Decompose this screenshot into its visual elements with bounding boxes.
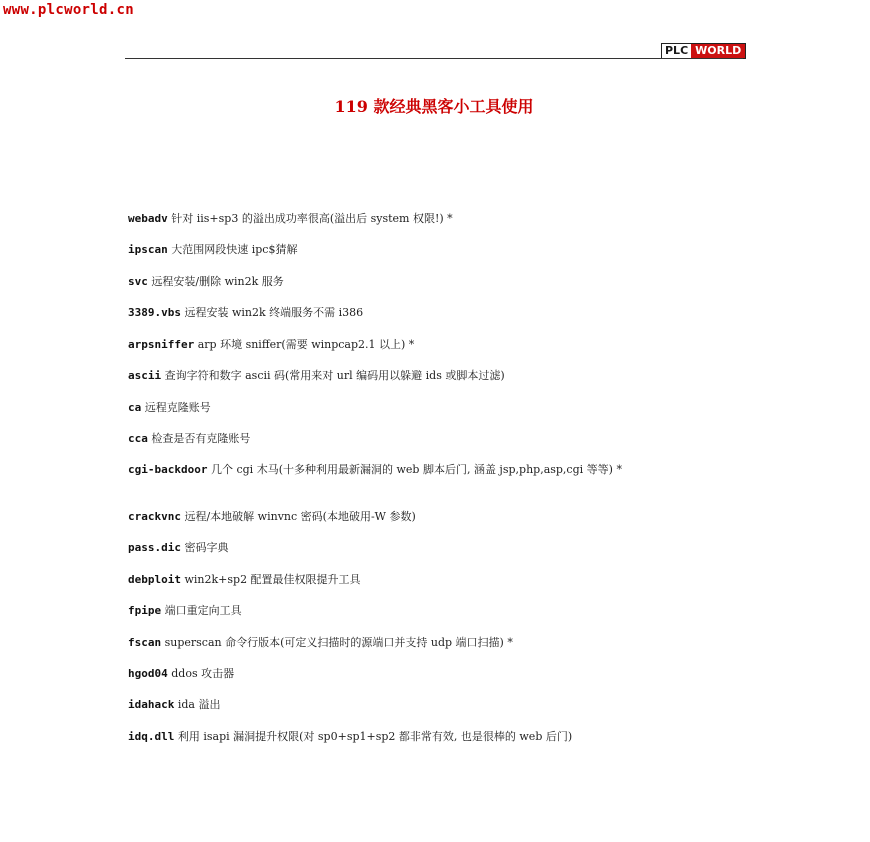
tool-name: cca: [128, 432, 148, 445]
tool-description: 密码字典: [180, 541, 229, 554]
tool-name: 3389.vbs: [128, 306, 181, 319]
tool-description: 远程安装/删除 win2k 服务: [147, 275, 284, 288]
tool-description: 检查是否有克隆账号: [147, 432, 251, 445]
tool-entry: [128, 304, 746, 321]
tool-entry: [128, 336, 746, 353]
tool-description: 远程安装 win2k 终端服务不需 i386: [180, 306, 364, 319]
tool-name: pass.dic: [128, 541, 181, 554]
tool-entry: [128, 696, 746, 713]
tool-description: 远程/本地破解 winvnc 密码(本地破用-W 参数): [180, 510, 416, 523]
tool-description: 端口重定向工具: [161, 604, 242, 617]
tool-name: crackvnc: [128, 510, 181, 523]
tool-description: 针对 iis+sp3 的溢出成功率很高(溢出后 system 权限!) *: [167, 212, 453, 225]
tool-description: ddos 攻击器: [167, 667, 235, 680]
site-url: www.plcworld.cn: [3, 2, 134, 18]
tool-entry: [128, 728, 746, 745]
tool-entry: [128, 634, 746, 651]
header-rule: [125, 58, 743, 59]
tool-name: svc: [128, 275, 148, 288]
tool-entry: [128, 430, 746, 447]
tool-name: arpsniffer: [128, 338, 195, 351]
tool-name: fscan: [128, 636, 162, 649]
tool-entry: [128, 367, 746, 384]
tool-description: ida 溢出: [174, 698, 221, 711]
tool-entry: [128, 210, 746, 227]
tool-description: 查询字符和数字 ascii 码(常用来对 url 编码用以躲避 ids 或脚本过滤): [161, 369, 505, 382]
tool-description: 利用 isapi 漏洞提升权限(对 sp0+sp1+sp2 都非常有效, 也是很棒的 web 后门): [174, 730, 573, 743]
logo-world-text: WORLD: [691, 44, 745, 58]
tool-description: 远程克隆账号: [141, 401, 211, 414]
tool-entry: [128, 571, 746, 588]
document-title: 119 款经典黑客小工具使用: [334, 97, 534, 116]
tool-description: 几个 cgi 木马(十多种利用最新漏洞的 web 脚本后门, 涵盖 jsp,php,asp,cgi 等等) *: [207, 463, 622, 476]
plcworld-logo: [661, 43, 746, 59]
tool-entry: [128, 508, 746, 525]
tool-entry: [128, 399, 746, 416]
tool-name: ipscan: [128, 243, 168, 256]
tool-entry: [128, 273, 746, 290]
tool-name: cgi-backdoor: [128, 463, 208, 476]
tool-description: superscan 命令行版本(可定义扫描时的源端口并支持 udp 端口扫描) *: [161, 636, 513, 649]
tool-description: win2k+sp2 配置最佳权限提升工具: [180, 573, 361, 586]
tool-entry: [128, 539, 746, 556]
tool-name: hgod04: [128, 667, 168, 680]
tool-name: fpipe: [128, 604, 162, 617]
tool-name: idq.dll: [128, 730, 175, 743]
tool-entry: [128, 461, 746, 478]
tool-name: ascii: [128, 369, 162, 382]
tool-name: debploit: [128, 573, 181, 586]
tool-entry: [128, 602, 746, 619]
tool-name: webadv: [128, 212, 168, 225]
tool-name: ca: [128, 401, 142, 414]
tool-description: 大范围网段快速 ipc$猜解: [167, 243, 298, 256]
logo-plc-text: PLC: [662, 44, 691, 58]
tool-description: arp 环境 sniffer(需要 winpcap2.1 以上) *: [194, 338, 415, 351]
tool-entry: [128, 241, 746, 258]
tool-entry: [128, 665, 746, 682]
tool-name: idahack: [128, 698, 175, 711]
